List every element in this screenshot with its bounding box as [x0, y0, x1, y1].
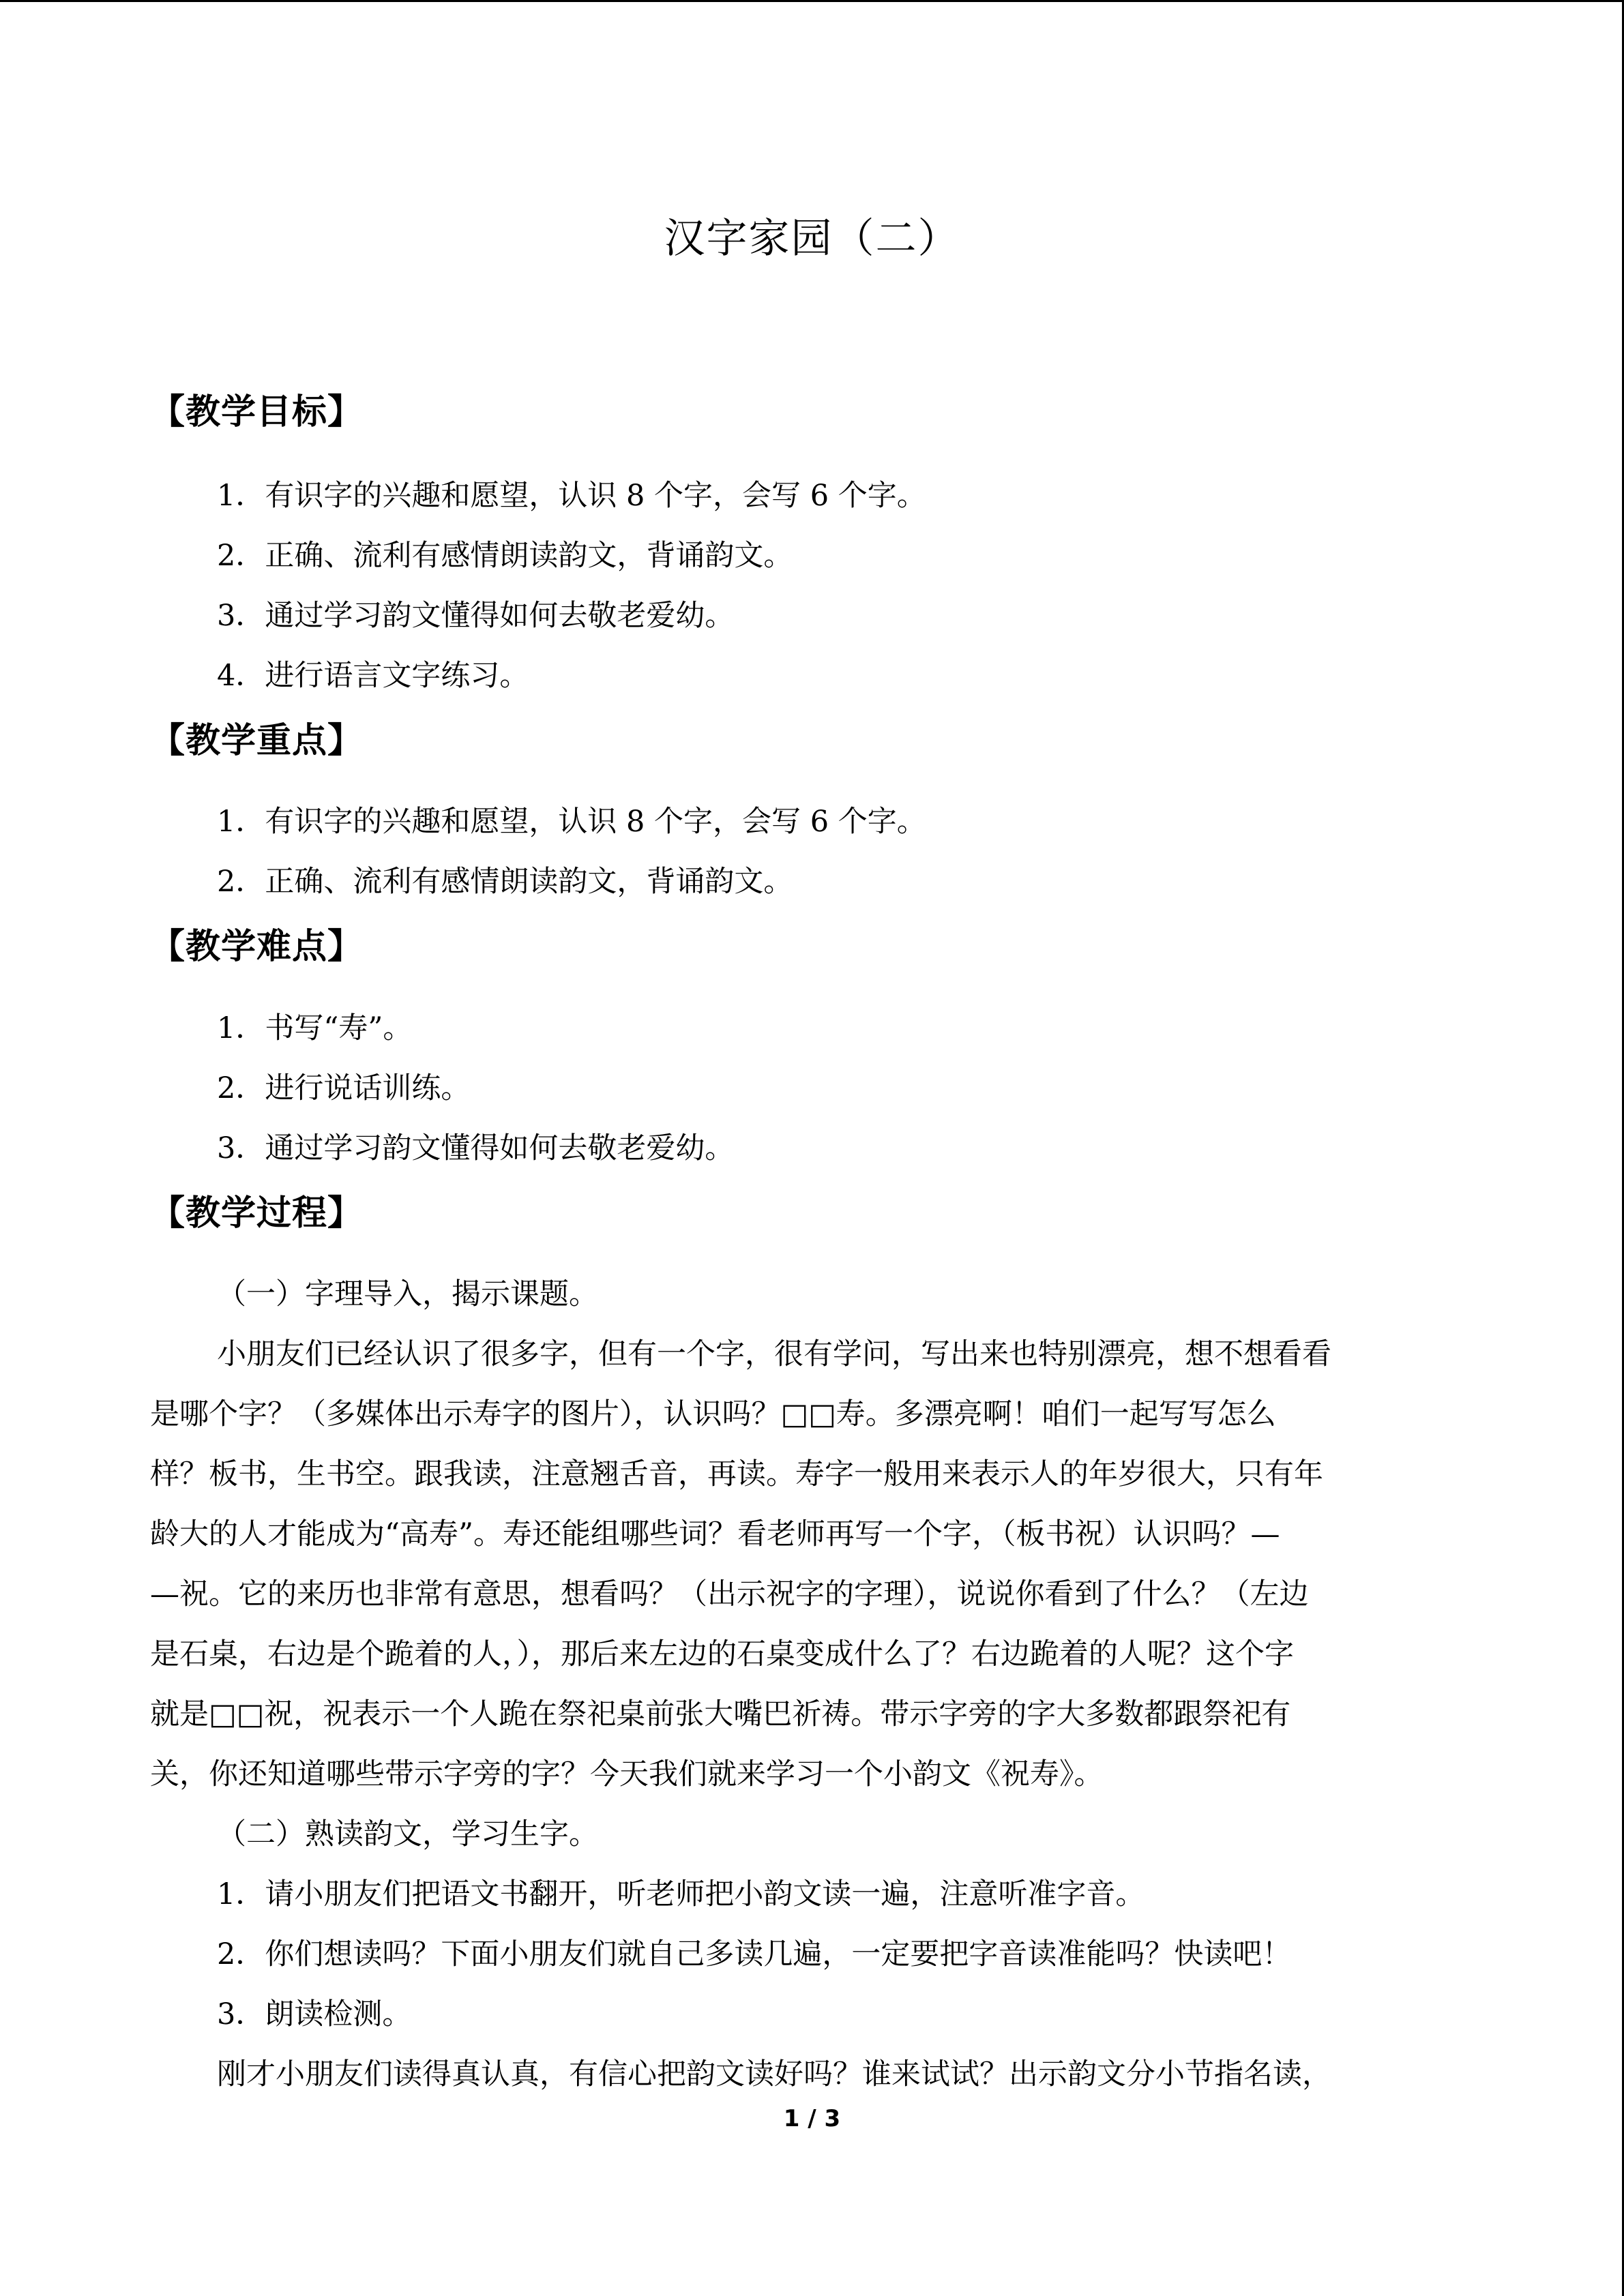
- goal-item-2: 2．正确、流利有感情朗读韵文，背诵韵文。: [217, 539, 793, 573]
- process-step1-line-2: 是哪个字？（多媒体出示寿字的图片），认识吗？□□寿。多漂亮啊！咱们一起写写怎么: [150, 1397, 1276, 1431]
- process-step1-line-7: 就是□□祝，祝表示一个人跪在祭祀桌前张大嘴巴祈祷。带示字旁的字大多数都跟祭祀有: [150, 1697, 1291, 1731]
- difficulty-item-2: 2．进行说话训练。: [217, 1071, 471, 1105]
- process-step2-item-1: 1．请小朋友们把语文书翻开，听老师把小韵文读一遍，注意听准字音。: [217, 1877, 1145, 1911]
- page-number: 1 / 3: [783, 2105, 841, 2132]
- section-heading-difficulties: 【教学难点】: [150, 927, 364, 967]
- page-top-border: [0, 0, 1624, 2]
- key-point-item-2: 2．正确、流利有感情朗读韵文，背诵韵文。: [217, 865, 793, 899]
- document-title: 汉字家园（二）: [664, 215, 960, 263]
- process-step1-line-5: —祝。它的来历也非常有意思，想看吗？（出示祝字的字理），说说你看到了什么？（左边: [150, 1577, 1309, 1611]
- process-step2-item-2: 2．你们想读吗？下面小朋友们就自己多读几遍，一定要把字音读准能吗？快读吧！: [217, 1937, 1292, 1971]
- process-step1-line-8: 关，你还知道哪些带示字旁的字？今天我们就来学习一个小韵文《祝寿》。: [150, 1757, 1104, 1791]
- process-step2-item-3: 3．朗读检测。: [217, 1997, 412, 2031]
- process-step1-line-3: 样？板书，生书空。跟我读，注意翘舌音，再读。寿字一般用来表示人的年岁很大，只有年: [150, 1457, 1323, 1491]
- goal-item-1: 1．有识字的兴趣和愿望，认识 8 个字，会写 6 个字。: [217, 479, 926, 513]
- section-heading-goals: 【教学目标】: [150, 392, 364, 432]
- key-point-item-1: 1．有识字的兴趣和愿望，认识 8 个字，会写 6 个字。: [217, 805, 926, 839]
- difficulty-item-3: 3．通过学习韵文懂得如何去敬老爱幼。: [217, 1131, 735, 1165]
- process-step2-title: （二）熟读韵文，学习生字。: [217, 1817, 598, 1851]
- section-heading-process: 【教学过程】: [150, 1193, 364, 1234]
- section-heading-key-points: 【教学重点】: [150, 721, 364, 761]
- process-step1-title: （一）字理导入，揭示课题。: [217, 1277, 598, 1311]
- process-step1-line-6: 是石桌，右边是个跪着的人，），那后来左边的石桌变成什么了？右边跪着的人呢？这个字: [150, 1637, 1294, 1671]
- difficulty-item-1: 1．书写“寿”。: [217, 1011, 413, 1045]
- process-step2-last-line: 刚才小朋友们读得真认真，有信心把韵文读好吗？谁来试试？出示韵文分小节指名读，: [217, 2057, 1331, 2091]
- process-step1-line-1: 小朋友们已经认识了很多字，但有一个字，很有学问，写出来也特别漂亮，想不想看看: [217, 1337, 1331, 1371]
- goal-item-3: 3．通过学习韵文懂得如何去敬老爱幼。: [217, 599, 735, 633]
- goal-item-4: 4．进行语言文字练习。: [217, 659, 529, 693]
- process-step1-line-4: 龄大的人才能成为“高寿”。寿还能组哪些词？看老师再写一个字，（板书祝）认识吗？—: [150, 1517, 1280, 1551]
